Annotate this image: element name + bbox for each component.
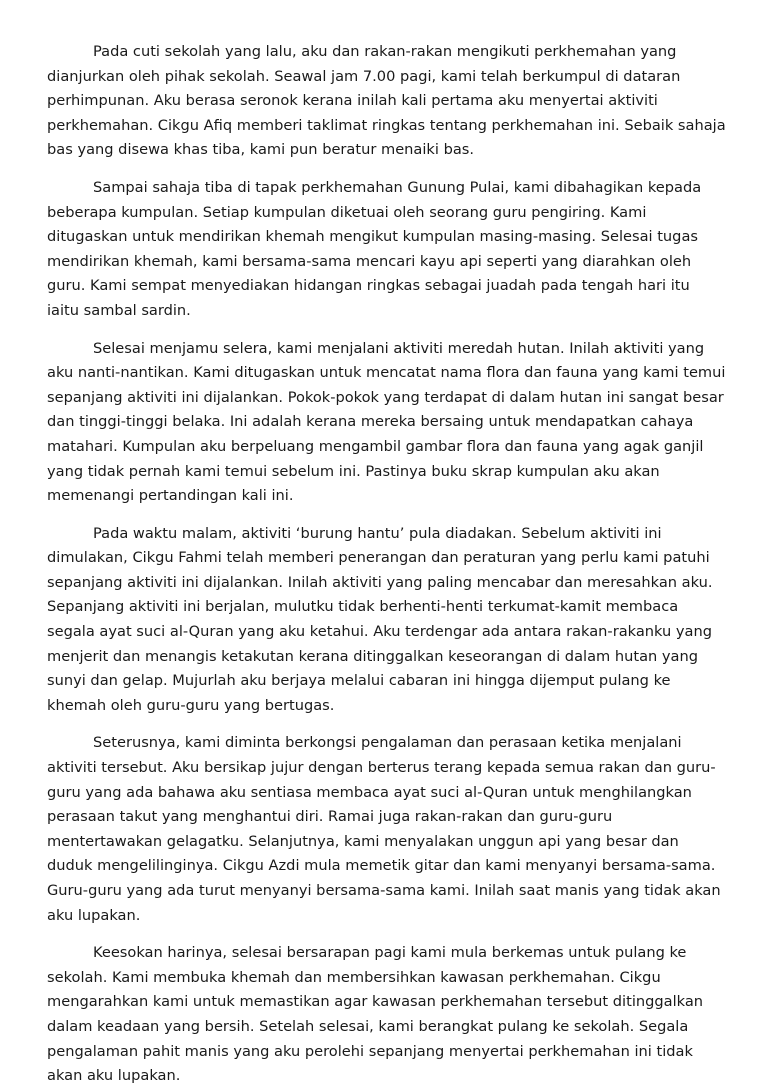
- paragraph-1: Pada cuti sekolah yang lalu, aku dan rakan-rakan mengikuti perkhemahan yang dianjurkan oleh pihak sekolah. Seawal jam 7.00 pagi, kami telah berkumpul di dataran perhimpunan. Aku berasa seronok kerana inilah kali pertama aku menyertai aktiviti perkhemahan. Cikgu Afiq memberi taklimat ringkas tentang perkhemahan ini. Sebaik sahaja bas yang disewa khas tiba, kami pun beratur menaiki bas.: [47, 43, 726, 159]
- paragraph-3: Selesai menjamu selera, kami menjalani aktiviti meredah hutan. Inilah aktiviti yang aku nanti-nantikan. Kami ditugaskan untuk mencatat nama flora dan fauna yang kami temui sepanjang aktiviti ini dijalankan. Pokok-pokok yang terdapat di dalam hutan ini sangat besar dan tinggi-tinggi belaka. Ini adalah kerana mereka bersaing untuk mendapatkan cahaya matahari. Kumpulan aku berpeluang mengambil gambar flora dan fauna yang agak ganjil yang tidak pernah kami temui sebelum ini. Pastinya buku skrap kumpulan aku akan memenangi pertandingan kali ini.: [47, 339, 726, 505]
- paragraph-4: Pada waktu malam, aktiviti ‘burung hantu’ pula diadakan. Sebelum aktiviti ini dimulakan, Cikgu Fahmi telah memberi penerangan dan peraturan yang perlu kami patuhi sepanjang aktiviti ini dijalankan. Inilah aktiviti yang paling mencabar dan meresahkan aku. Sepanjang aktiviti ini berjalan, mulutku tidak berhenti-henti terkumat-kamit membaca segala ayat suci al-Quran yang aku ketahui. Aku terdengar ada antara rakan-rakanku yang menjerit dan menangis ketakutan kerana ditinggalkan keseorangan di dalam hutan yang sunyi dan gelap. Mujurlah aku berjaya melalui cabaran ini hingga dijemput pulang ke khemah oleh guru-guru yang bertugas.: [47, 524, 713, 714]
- paragraph-5: Seterusnya, kami diminta berkongsi pengalaman dan perasaan ketika menjalani aktiviti tersebut. Aku bersikap jujur dengan berterus terang kepada semua rakan dan guru-guru yang ada bahawa aku sentiasa membaca ayat suci al-Quran untuk menghilangkan perasaan takut yang menghantui diri. Ramai juga rakan-rakan dan guru-guru mentertawakan gelagatku. Selanjutnya, kami menyalakan unggun api yang besar dan duduk mengelilinginya. Cikgu Azdi mula memetik gitar dan kami menyanyi bersama-sama. Guru-guru yang ada turut menyanyi bersama-sama kami. Inilah saat manis yang tidak akan aku lupakan.: [47, 734, 721, 924]
- paragraph-2: Sampai sahaja tiba di tapak perkhemahan Gunung Pulai, kami dibahagikan kepada beberapa kumpulan. Setiap kumpulan diketuai oleh seorang guru pengiring. Kami ditugaskan untuk mendirikan khemah mengikut kumpulan masing-masing. Selesai tugas mendirikan khemah, kami bersama-sama mencari kayu api seperti yang diarahkan oleh guru. Kami sempat menyediakan hidangan ringkas sebagai juadah pada tengah hari itu iaitu sambal sardin.: [47, 178, 702, 319]
- paragraph-6: Keesokan harinya, selesai bersarapan pagi kami mula berkemas untuk pulang ke sekolah. Kami membuka khemah dan membersihkan kawasan perkhemahan. Cikgu mengarahkan kami untuk memastikan agar kawasan perkhemahan tersebut ditinggalkan dalam keadaan yang bersih. Setelah selesai, kami berangkat pulang ke sekolah. Segala pengalaman pahit manis yang aku perolehi sepanjang menyertai perkhemahan ini tidak akan aku lupakan.: [47, 944, 704, 1085]
